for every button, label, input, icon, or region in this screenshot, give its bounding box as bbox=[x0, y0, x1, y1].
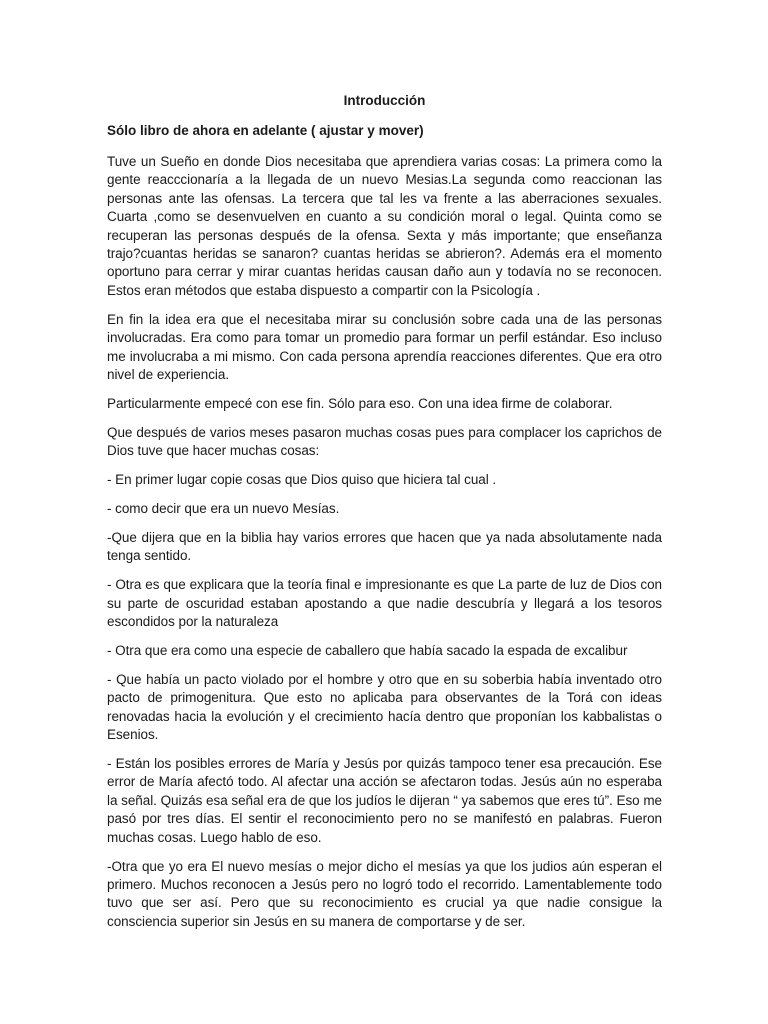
list-item-messiah: - como decir que era un nuevo Mesías. bbox=[107, 501, 340, 516]
list-item-pact: - Que había un pacto violado por el hombre y otro que en su soberbia había inventado otro pacto de primogenitura. Que esto no aplicaba para observantes de la Torá con ideas renovadas hacia la evolución y el crecimiento hacía dentro que proponían los kabbalistas o Esenios. bbox=[107, 671, 662, 743]
paragraph-purpose: Particularmente empecé con ese fin. Sólo para eso. Con una idea firme de colaborar. bbox=[107, 395, 613, 411]
paragraph-months: Que después de varios meses pasaron muchas cosas pues para complacer los caprichos de Dios tuve que hacer muchas cosas: bbox=[107, 424, 662, 459]
list-item-excalibur: - Otra que era como una especie de caballero que había sacado la espada de excalibur bbox=[107, 642, 628, 658]
document-title: Introducción bbox=[343, 93, 426, 108]
list-item-new-messiah: -Otra que yo era El nuevo mesías o mejor dicho el mesías ya que los judios aún esperan el primero. Muchos reconocen a Jesús pero no logró todo el recorrido. Lamentablemente todo tuvo que ser así. Pero que su reconocimiento es crucial ya que nadie consigue la consciencia superior sin Jesús en su manera de comportarse y de ser. bbox=[107, 858, 662, 929]
paragraph-conclusion: En fin la idea era que el necesitaba mirar su conclusión sobre cada una de las personas involucradas. Era como para tomar un promedio para formar un perfil estándar. Eso incluso me involucraba a mi mismo. Con cada persona aprendía reacciones diferentes. Que era otro nivel de experiencia. bbox=[107, 311, 662, 382]
list-item-copy: - En primer lugar copie cosas que Dios quiso que hiciera tal cual . bbox=[107, 472, 497, 488]
list-item-bible-errors: -Que dijera que en la biblia hay varios errores que hacen que ya nada absolutamente nada tenga sentido. bbox=[107, 529, 662, 564]
document-subtitle: Sólo libro de ahora en adelante ( ajustar y mover) bbox=[107, 123, 424, 138]
list-item-maria-jesus: - Están los posibles errores de María y Jesús por quizás tampoco tener esa precaución. Ese error de María afectó todo. Al afectar una acción se afectaron todas. Jesús aún no esperaba la señal. Quizás esa señal era de que los judíos le dijeran “ ya sabemos que eres tú”. Eso me pasó por tres días. El sentir el reconocimiento pero no se manifestó en palabras. Fueron muchas cosas. Luego hablo de eso. bbox=[107, 755, 662, 845]
list-item-final-theory: - Otra es que explicara que la teoría final e impresionante es que La parte de luz de Dios con su parte de oscuridad estaban apostando a que nadie descubría y llegará a los tesoros escondidos por la naturaleza bbox=[107, 577, 662, 630]
paragraph-dream: Tuve un Sueño en donde Dios necesitaba que aprendiera varias cosas: La primera como la gente reacccionaría a la llegada de un nuevo Mesias.La segunda como reaccionan las personas ante las ofensas. La tercera que tal les va frente a las aberraciones sexuales. Cuarta ,como se desenvuelven en cuanto a su condición moral o legal. Quinta como se recuperan las personas después de la ofensa. Sexta y más importante; que enseñanza trajo?cuantas heridas se sanaron? cuantas heridas se abrieron?. Además era el momento oportuno para cerrar y mirar cuantas heridas causan daño aun y todavía no se reconocen. Estos eran métodos que estaba dispuesto a compartir con la Psicología . bbox=[107, 154, 662, 298]
